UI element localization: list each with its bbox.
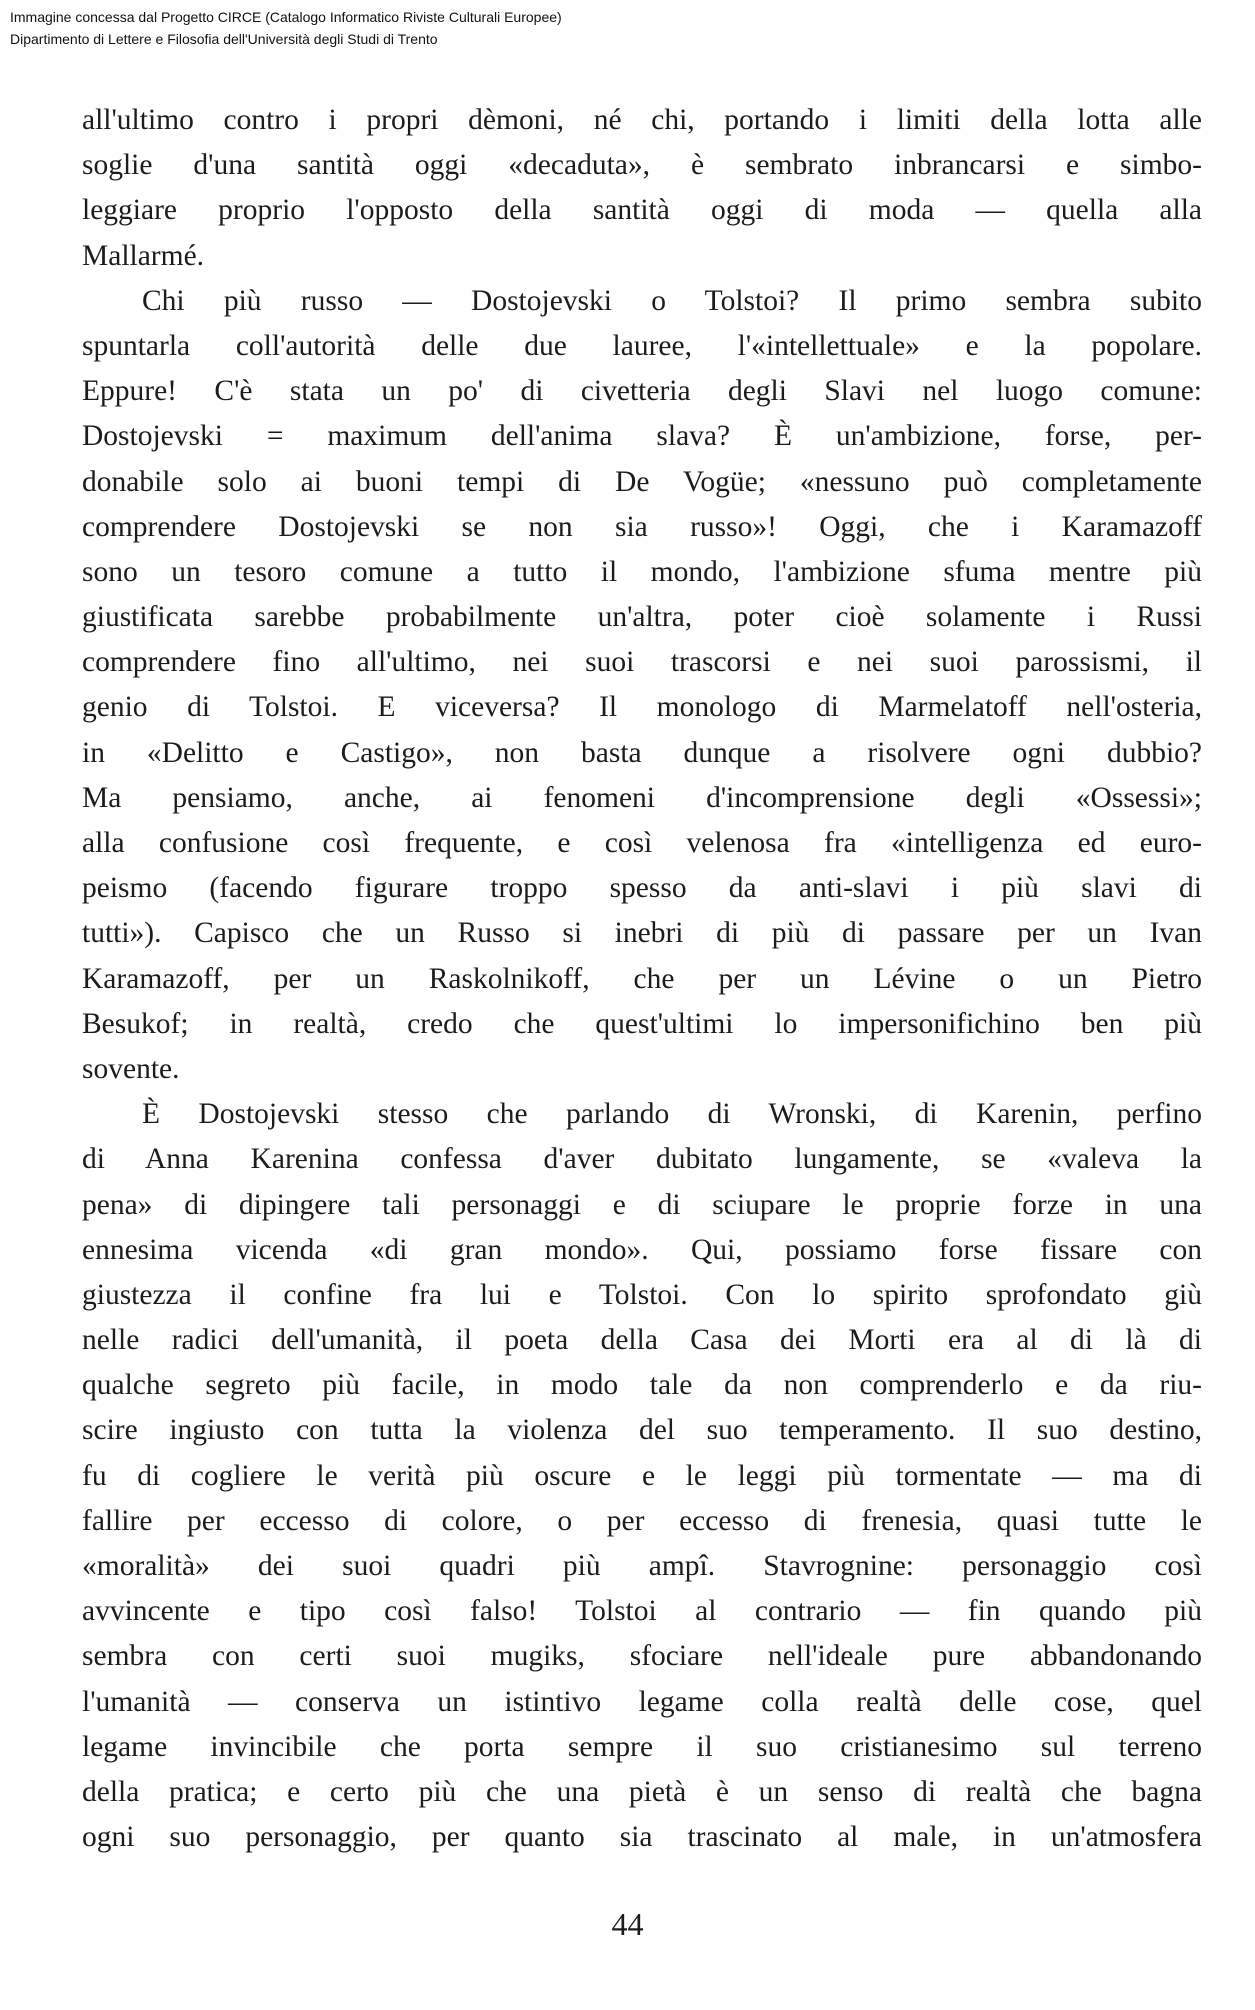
text-line: legame invincibile che porta sempre il suo cristianesimo sul terreno <box>82 1730 1202 1763</box>
page-body-text <box>82 98 1202 1860</box>
text-line: tutti»). Capisco che un Russo si inebri di più di passare per un Ivan <box>82 917 1202 950</box>
text-line: Besukof; in realtà, credo che quest'ultimi lo impersonifichino ben più <box>82 1007 1202 1040</box>
text-line: fu di cogliere le verità più oscure e le leggi più tormentate — ma di <box>82 1459 1202 1492</box>
text-line: all'ultimo contro i propri dèmoni, né chi, portando i limiti della lotta alle <box>82 104 1202 136</box>
text-line: sembra con certi suoi mugiks, sfociare nell'ideale pure abbandonando <box>82 1640 1202 1673</box>
text-line: di Anna Karenina confessa d'aver dubitato lungamente, se «valeva la <box>82 1143 1202 1176</box>
text-line: avvincente e tipo così falso! Tolstoi al contrario — fin quando più <box>82 1595 1202 1628</box>
text-line: spuntarla coll'autorità delle due lauree, l'«intellettuale» e la popolare. <box>82 329 1202 362</box>
text-line: scire ingiusto con tutta la violenza del suo temperamento. Il suo destino, <box>82 1414 1202 1447</box>
text-line: soglie d'una santità oggi «decaduta», è sembrato inbrancarsi e simbo- <box>82 149 1202 182</box>
text-line: fallire per eccesso di colore, o per eccesso di frenesia, quasi tutte le <box>82 1504 1202 1537</box>
text-line: ennesima vicenda «di gran mondo». Qui, possiamo forse fissare con <box>82 1233 1202 1266</box>
image-credit <box>10 6 562 50</box>
text-line: qualche segreto più facile, in modo tale da non comprenderlo e da riu- <box>82 1369 1202 1402</box>
text-line: leggiare proprio l'opposto della santità oggi di moda — quella alla <box>82 194 1202 227</box>
text-line: comprendere Dostojevski se non sia russo»! Oggi, che i Karamazoff <box>82 510 1202 543</box>
text-line: È Dostojevski stesso che parlando di Wronski, di Karenin, perfino <box>142 1098 1202 1131</box>
text-line: ogni suo personaggio, per quanto sia trascinato al male, in un'atmosfera <box>82 1821 1202 1854</box>
text-line: Eppure! C'è stata un po' di civetteria degli Slavi nel luogo comune: <box>82 375 1202 408</box>
text-line: Mallarmé. <box>82 239 205 272</box>
text-line: peismo (facendo figurare troppo spesso da anti-slavi i più slavi di <box>82 872 1202 905</box>
text-line: comprendere fino all'ultimo, nei suoi trascorsi e nei suoi parossismi, il <box>82 646 1202 679</box>
page-number: 44 <box>611 1906 644 1942</box>
text-line: giustezza il confine fra lui e Tolstoi. Con lo spirito sprofondato giù <box>82 1278 1202 1311</box>
credit-line-1: Immagine concessa dal Progetto CIRCE (Catalogo Informatico Riviste Culturali Europee) <box>10 9 562 25</box>
text-line: nelle radici dell'umanità, il poeta della Casa dei Morti era al di là di <box>82 1324 1202 1357</box>
text-line: Karamazoff, per un Raskolnikoff, che per un Lévine o un Pietro <box>82 962 1202 995</box>
text-line: sovente. <box>82 1052 180 1085</box>
credit-line-2: Dipartimento di Lettere e Filosofia dell'Università degli Studi di Trento <box>10 31 438 47</box>
text-line: sono un tesoro comune a tutto il mondo, l'ambizione sfuma mentre più <box>82 555 1202 588</box>
text-line: della pratica; e certo più che una pietà è un senso di realtà che bagna <box>82 1775 1202 1808</box>
text-line: genio di Tolstoi. E viceversa? Il monologo di Marmelatoff nell'osteria, <box>82 691 1202 724</box>
text-line: in «Delitto e Castigo», non basta dunque a risolvere ogni dubbio? <box>82 736 1202 769</box>
text-line: Dostojevski = maximum dell'anima slava? È un'ambizione, forse, per- <box>82 420 1202 453</box>
text-line: giustificata sarebbe probabilmente un'altra, poter cioè solamente i Russi <box>82 601 1202 634</box>
text-line: alla confusione così frequente, e così velenosa fra «intelligenza ed euro- <box>82 827 1202 859</box>
text-line: «moralità» dei suoi quadri più ampî. Stavrognine: personaggio così <box>82 1550 1202 1582</box>
text-line: donabile solo ai buoni tempi di De Vogüe; «nessuno può completamente <box>82 465 1202 498</box>
text-line: pena» di dipingere tali personaggi e di sciupare le proprie forze in una <box>82 1188 1202 1221</box>
text-line: l'umanità — conserva un istintivo legame colla realtà delle cose, quel <box>82 1685 1202 1718</box>
text-line: Ma pensiamo, anche, ai fenomeni d'incomprensione degli «Ossessi»; <box>82 781 1202 814</box>
text-line: Chi più russo — Dostojevski o Tolstoi? Il primo sembra subito <box>142 284 1202 317</box>
